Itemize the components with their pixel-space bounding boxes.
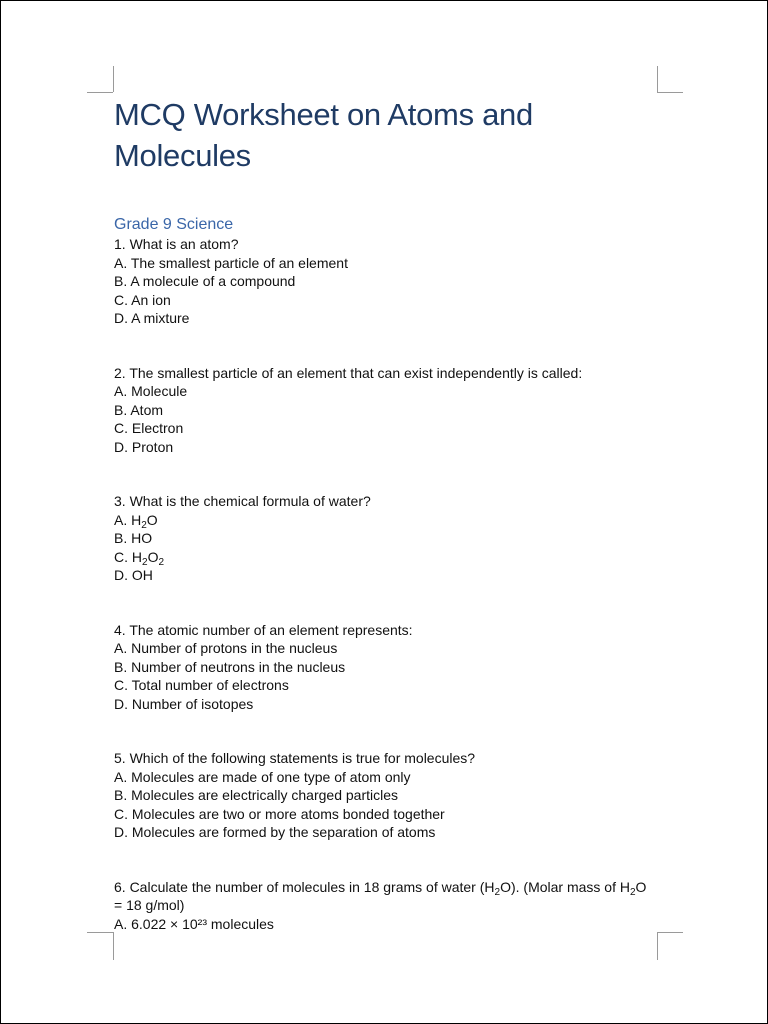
question-3 [114, 492, 654, 585]
question-1 [114, 235, 654, 328]
question-list [114, 235, 654, 929]
question-5 [114, 749, 654, 842]
answer-option: D. OH [114, 567, 153, 583]
crop-mark-top-right [657, 92, 683, 93]
subscript: 2 [141, 519, 147, 531]
crop-mark-bottom-left [87, 932, 113, 933]
answer-option: A. 6.022 × 10²³ molecules [114, 915, 274, 929]
answer-option: B. Number of neutrons in the nucleus [114, 658, 346, 675]
question-text: 2. The smallest particle of an element that can exist independently is called: [114, 364, 583, 381]
page-subtitle: Grade 9 Science [114, 216, 234, 233]
answer-option: B. Molecules are electrically charged particles [114, 787, 399, 803]
subscript: 2 [142, 556, 148, 568]
answer-option: C. Total number of electrons [114, 677, 289, 693]
answer-option: B. Atom [114, 401, 164, 418]
answer-option: C. Electron [114, 420, 184, 436]
answer-option: D. A mixture [114, 310, 190, 326]
answer-option: A. $H_2O$ [114, 511, 158, 531]
subscript: 2 [158, 556, 165, 568]
answer-option: D. Proton [114, 438, 174, 455]
question-text: 6. Calculate the number of molecules in 18 grams of water $(H_2O)$. (Molar mass of $H_2O = 18$ g/mol) [114, 878, 647, 913]
answer-option: A. Number of protons in the nucleus [114, 640, 338, 656]
crop-mark-top-left [87, 92, 113, 93]
crop-mark-bottom-right [657, 932, 658, 960]
crop-mark-top-left [113, 66, 114, 92]
subscript: 2 [629, 886, 636, 898]
question-2 [114, 364, 654, 457]
page-content [114, 94, 654, 929]
answer-option: D. Molecules are formed by the separation of atoms [114, 824, 436, 840]
crop-mark-top-right [657, 66, 658, 92]
page-title: MCQ Worksheet on Atoms and Molecules [114, 97, 533, 173]
answer-option: C. Molecules are two or more atoms bonded together [114, 805, 445, 822]
answer-option: D. Number of isotopes [114, 695, 254, 712]
answer-option: A. Molecule [114, 383, 188, 399]
question-6 [114, 878, 654, 930]
answer-option: C. $H_2O_2$ [114, 548, 165, 568]
question-4 [114, 621, 654, 714]
question-text: 1. What is an atom? [114, 236, 239, 252]
subscript: 2 [494, 886, 501, 898]
answer-option: A. Molecules are made of one type of atom only [114, 768, 411, 785]
crop-mark-bottom-right [657, 932, 683, 933]
question-text: 5. Which of the following statements is true for molecules? [114, 750, 476, 766]
answer-option: A. The smallest particle of an element [114, 254, 348, 271]
question-text: 3. What is the chemical formula of water? [114, 493, 371, 509]
answer-option: B. HO [114, 530, 153, 546]
question-text: 4. The atomic number of an element represents: [114, 621, 413, 638]
crop-mark-bottom-left [113, 932, 114, 960]
answer-option: C. An ion [114, 291, 171, 308]
answer-option: B. A molecule of a compound [114, 273, 296, 289]
